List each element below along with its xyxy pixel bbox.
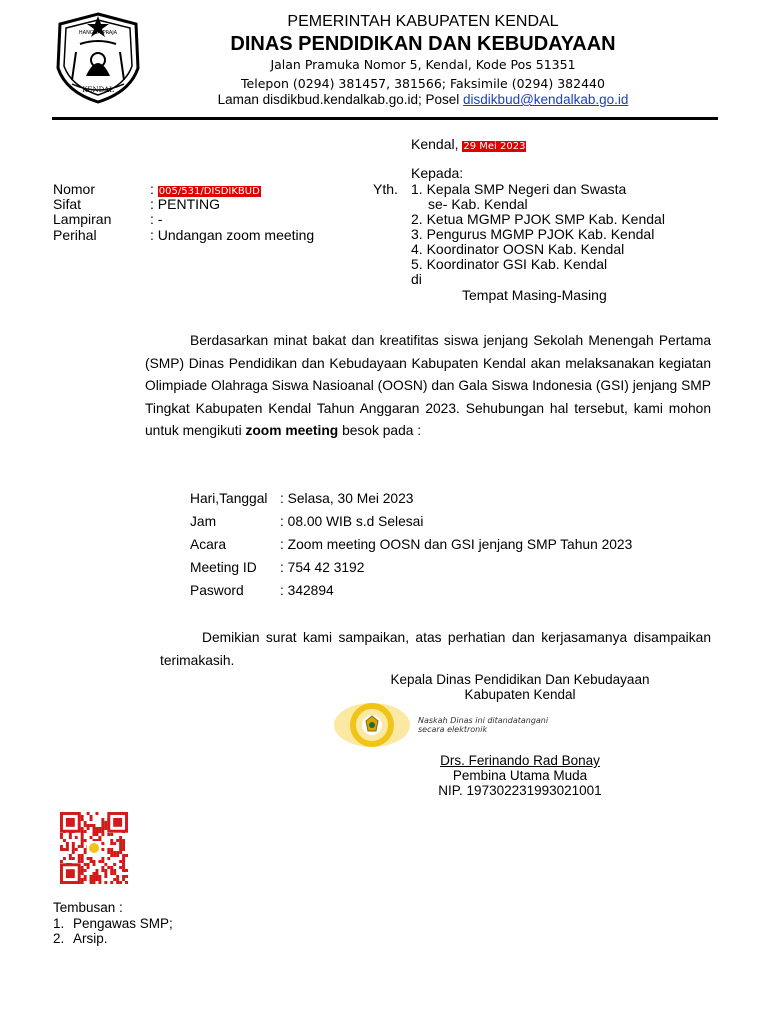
- schedule-value: : Selasa, 30 Mei 2023: [280, 491, 414, 506]
- sifat-label: Sifat: [53, 196, 82, 212]
- tembusan-num: 1.: [53, 915, 65, 931]
- schedule-row: [190, 487, 632, 510]
- agency-web: [150, 92, 696, 107]
- nomor-label: Nomor: [53, 181, 96, 197]
- lampiran-label: Lampiran: [53, 211, 112, 227]
- signer-rank: Pembina Utama Muda: [452, 768, 588, 783]
- signer-title: Kepala Dinas Pendidikan Dan Kebudayaan: [390, 672, 650, 687]
- recipient-place: Tempat Masing-Masing: [462, 287, 607, 303]
- esign-line-1: Naskah Dinas ini ditandatangani: [418, 716, 549, 725]
- letterhead-divider: [52, 117, 718, 120]
- closing-paragraph: [160, 626, 711, 672]
- kepada-label: Kepada:: [411, 165, 464, 181]
- body-bold: zoom meeting: [245, 423, 339, 439]
- date-highlight: 29 Mei 2023: [463, 141, 526, 152]
- recipient-3: 3. Pengurus MGMP PJOK Kab. Kendal: [411, 226, 655, 242]
- agency-name: DINAS PENDIDIKAN DAN KEBUDAYAAN: [230, 33, 616, 55]
- schedule-value: : 754 42 3192: [280, 560, 365, 575]
- logo-text: KENDAL: [82, 86, 114, 94]
- esign-line-2: secara elektronik: [418, 725, 488, 734]
- schedule-label: Hari,Tanggal: [190, 491, 268, 506]
- esign-note: [418, 716, 548, 734]
- tembusan: [53, 900, 173, 947]
- recipient-2: 2. Ketua MGMP PJOK SMP Kab. Kendal: [411, 211, 665, 227]
- agency-address: Jalan Pramuka Nomor 5, Kendal, Kode Pos 51351: [270, 57, 576, 72]
- closing-text: Demikian surat kami sampaikan, atas perhatian dan kerjasamanya disampaikan terimakasih.: [160, 630, 711, 668]
- schedule-row: [190, 510, 632, 533]
- schedule-value: : 08.00 WIB s.d Selesai: [280, 514, 424, 529]
- logo-motto: HANGGA PRAJA: [78, 30, 118, 36]
- agency-phone: Telepon (0294) 381457, 381566; Faksimile (0294) 382440: [241, 76, 605, 91]
- regency-logo: [50, 10, 146, 106]
- body-tail: besok pada :: [338, 423, 422, 439]
- schedule-row: [190, 579, 632, 602]
- electronic-seal: [333, 702, 411, 748]
- recipient-5: 5. Koordinator GSI Kab. Kendal: [411, 256, 608, 272]
- tembusan-num: 2.: [53, 931, 65, 946]
- schedule-label: Meeting ID: [190, 560, 257, 575]
- perihal-value: : Undangan zoom meeting: [150, 227, 315, 243]
- schedule-label: Acara: [190, 537, 227, 552]
- schedule-value: : Zoom meeting OOSN dan GSI jenjang SMP Tahun 2023: [280, 537, 633, 552]
- recipient-4: 4. Koordinator OOSN Kab. Kendal: [411, 241, 625, 257]
- lampiran-value: : -: [150, 211, 163, 227]
- government-name: PEMERINTAH KABUPATEN KENDAL: [287, 13, 559, 30]
- tembusan-title: Tembusan :: [53, 900, 123, 915]
- nomor-number: 005/531/DISDIKBUD: [158, 186, 260, 197]
- qr-code: [60, 812, 128, 884]
- schedule-value: : 342894: [280, 583, 334, 598]
- tembusan-item: [53, 916, 173, 932]
- schedule-row: [190, 533, 632, 556]
- email-link[interactable]: disdikbud@kendalkab.go.id: [463, 92, 629, 107]
- schedule-row: [190, 556, 632, 579]
- place: Kendal,: [411, 136, 463, 152]
- schedule-label: Pasword: [190, 583, 244, 598]
- place-date: [411, 137, 526, 154]
- recipient-1-cont: se- Kab. Kendal: [428, 196, 528, 212]
- tembusan-text: Pengawas SMP;: [73, 915, 173, 931]
- signer-name-text: Drs. Ferinando Rad Bonay: [440, 753, 600, 768]
- yth-label: Yth.: [373, 181, 398, 197]
- web-prefix: Laman disdikbud.kendalkab.go.id; Posel: [217, 92, 464, 107]
- perihal-label: Perihal: [53, 227, 97, 243]
- schedule: [190, 487, 632, 602]
- signer-name: [360, 753, 680, 768]
- tembusan-text: Arsip.: [73, 931, 108, 946]
- nomor-colon: :: [150, 181, 158, 197]
- signer-region: Kabupaten Kendal: [464, 687, 576, 702]
- recipient-1: 1. Kepala SMP Negeri dan Swasta: [411, 181, 627, 197]
- signer-nip: NIP. 197302231993021001: [438, 783, 602, 798]
- tembusan-item: [53, 931, 173, 947]
- body-paragraph: [145, 330, 711, 443]
- di-label: di: [411, 271, 422, 287]
- sifat-value: : PENTING: [150, 196, 221, 212]
- schedule-label: Jam: [190, 514, 217, 529]
- body-text: Berdasarkan minat bakat dan kreatifitas siswa jenjang Sekolah Menengah Pertama (SMP) Dinas Pendidikan dan Kebudayaan Kabupaten Kendal akan melaksanakan kegiatan Olimpiade Olahraga Siswa Nasioanal (OOSN) dan Gala Siswa Indonesia (GSI) jenjang SMP Tingkat Kabupaten Kendal Tahun Anggaran 2023. Sehubungan hal tersebut, kami mohon untuk mengikuti: [145, 333, 711, 439]
